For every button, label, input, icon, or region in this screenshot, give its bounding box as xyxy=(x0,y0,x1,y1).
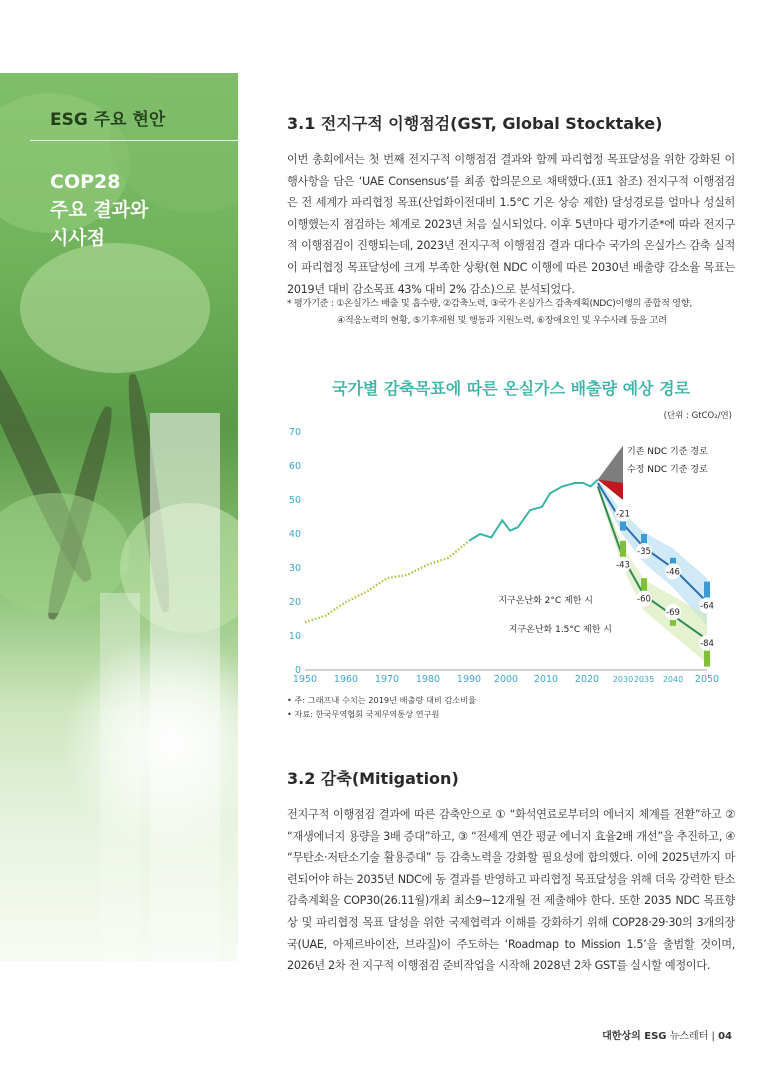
footer-separator: | xyxy=(711,1031,719,1042)
section1-body: 이번 총회에서는 첫 번째 전지구적 이행점검 결과와 함께 파리협정 목표달성을 위한 강화된 이행사항을 담은 ‘UAE Consensus’를 최종 합의문으로 채택했다.(표1 참조) 전지구적 이행점검은 전 세계가 파리협정 목표(산업화이전대비 1.5°C 기온 상승 제한) 달성경로를 얼마나 성실히 이행했는지 점검하는 체계로 2023년 처음 실시되었다. 이후 5년마다 평가기준*에 따라 전지구적 이행점검이 진행되는데, 2023년 전지구적 이행점검 결과 대다수 국가의 온실가스 감축 실적이 파리협정 목표달성에 크게 부족한 상황(현 NDC 이행에 따른 2030년 배출량 감소율 목표는 2019년 대비 감소목표 43% 대비 2% 감소)으로 분석되었다. xyxy=(287,153,735,296)
footer-publication: 대한상의 ESG xyxy=(602,1031,667,1042)
marker-label: -60 xyxy=(637,594,651,605)
marker-label: -46 xyxy=(666,567,680,578)
chart-annotation: 지구온난화 2°C 제한 시 xyxy=(498,596,593,606)
page-footer xyxy=(602,1027,732,1042)
x-tick-label: 2030 xyxy=(612,675,634,684)
x-tick-label: 1960 xyxy=(333,674,359,685)
y-tick-label: 40 xyxy=(288,529,301,540)
chart-annotation: 지구온난화 1.5°C 제한 시 xyxy=(508,625,612,635)
range-bar xyxy=(704,650,710,667)
chart-x-ticks xyxy=(293,674,719,685)
sidebar-tag: ESG 주요 현안 xyxy=(50,110,166,130)
x-tick-label: 2040 xyxy=(662,675,684,684)
series-line xyxy=(305,541,469,623)
chart-y-ticks xyxy=(289,427,301,676)
marker-label: -35 xyxy=(637,547,651,557)
series-line xyxy=(469,480,598,541)
chart-annotation: 수정 NDC 기준 경로 xyxy=(627,465,708,475)
chart-title: 국가별 감축목표에 따른 온실가스 배출량 예상 경로 xyxy=(332,379,690,398)
section2-body: 전지구적 이행점검 결과에 따른 감축안으로 ① “화석연료로부터의 에너지 체계를 전환”하고 ② “재생에너지 용량을 3배 증대”하고, ③ “전세계 연간 평균 에너지 효율2배 개선”을 추진하고, ④ “무탄소·저탄소기술 활용증대” 등 감축노력을 강화할 필요성에 합의했다. 이에 2025년까지 마련되어야 하는 2035년 NDC에 동 결과를 반영하고 파리협정 목표달성을 위해 더욱 강력한 탄소감축계획을 COP30(26.11월)개최 최소9~12개월 전 제출해야 한다. 또한 2035 NDC 목표향상 및 파리협정 목표 달성을 위한 국제협력과 이해를 강화하기 위해 COP28·29·30의 3개의장국(UAE, 아제르바이잔, 브라질)이 주도하는 ‘Roadmap to Mission 1.5’을 출범할 것이며, 2026년 2차 전 지구적 이행점검 준비작업을 시작해 2028년 2차 GST를 실시할 예정이다. xyxy=(287,808,735,973)
x-tick-label: 2035 xyxy=(633,675,655,684)
marker-label: -64 xyxy=(700,601,714,612)
marker-label: -21 xyxy=(616,509,630,520)
x-tick-label: 2010 xyxy=(533,674,559,685)
x-tick-label: 2000 xyxy=(493,674,519,685)
marker-label: -84 xyxy=(700,638,714,649)
sidebar-divider xyxy=(30,140,238,141)
section1-heading: 3.1 전지구적 이행점검(GST, Global Stocktake) xyxy=(287,114,663,133)
note-line-2: ④적응노력의 현황, ⑤기후재원 및 행동과 지원노력, ⑥장애요인 및 우수사례 등을 고려 xyxy=(337,314,667,326)
chart-note: • 주: 그래프내 수치는 2019년 배출량 대비 감소비율 xyxy=(287,695,477,705)
section2-heading: 3.2 감축(Mitigation) xyxy=(287,769,459,788)
section1-note xyxy=(287,296,735,329)
chart-unit: (단위 : GtCO₂/연) xyxy=(663,411,732,421)
note-line-1: * 평가기준 : ①온실가스 배출 및 흡수량, ②감축노력, ③국가 온실가스 감축계획(NDC)이행의 종합적 영향, xyxy=(287,298,692,309)
x-tick-label: 1980 xyxy=(415,674,441,685)
x-tick-label: 2050 xyxy=(694,674,720,685)
x-tick-label: 2020 xyxy=(574,674,600,685)
y-tick-label: 60 xyxy=(288,461,301,472)
y-tick-label: 10 xyxy=(288,631,301,642)
x-tick-label: 1990 xyxy=(456,674,482,685)
x-tick-label: 1950 xyxy=(292,674,318,685)
y-tick-label: 20 xyxy=(288,597,301,608)
marker-label: -43 xyxy=(616,560,630,571)
sidebar-title: COP28 주요 결과와 시사점 xyxy=(50,171,149,249)
emissions-chart xyxy=(282,420,732,690)
y-tick-label: 30 xyxy=(288,563,301,574)
y-tick-label: 0 xyxy=(294,665,301,676)
footer-suffix: 뉴스레터 xyxy=(669,1031,709,1042)
marker-label: -69 xyxy=(666,608,680,619)
chart-source: • 자료: 한국무역협회 국제무역통상 연구원 xyxy=(287,709,440,719)
footer-page-number: 04 xyxy=(718,1031,732,1042)
x-tick-label: 1970 xyxy=(374,674,400,685)
y-tick-label: 50 xyxy=(288,495,301,506)
y-tick-label: 70 xyxy=(288,427,301,438)
chart-annotation: 기존 NDC 기준 경로 xyxy=(627,447,708,457)
